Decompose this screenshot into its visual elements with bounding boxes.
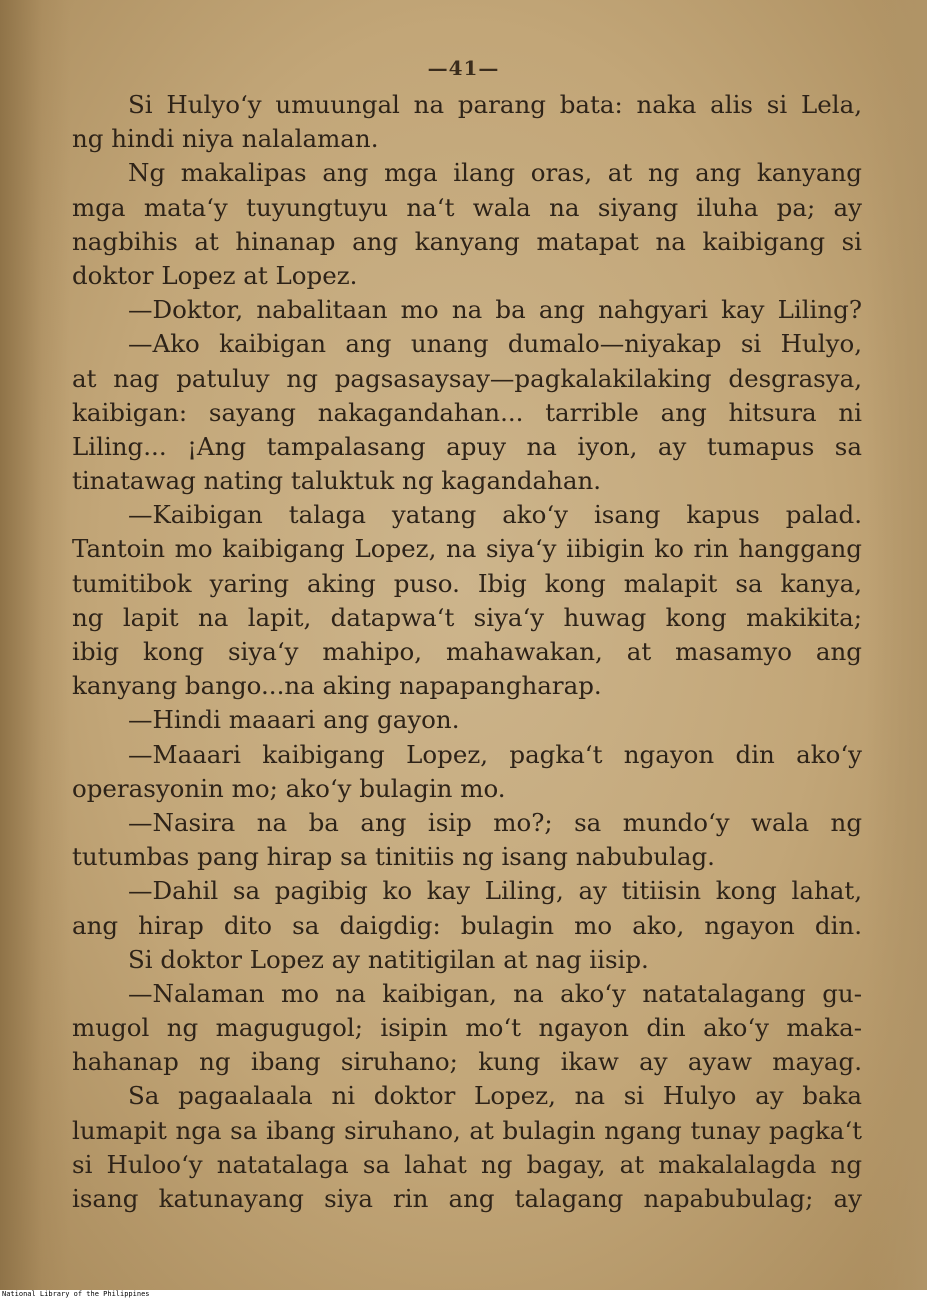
text-line: si Huloo‘y natatalaga sa lahat ng bagay, at makalalagda ng	[72, 1149, 862, 1179]
text-line: hahanap ng ibang siruhano; kung ikaw ay ayaw mayag.	[72, 1047, 862, 1077]
text-line: ng lapit na lapit, datapwa‘t siya‘y huwag kong makikita;	[72, 602, 862, 632]
text-line: doktor Lopez at Lopez.	[72, 260, 358, 290]
text-line: —Doktor, nabalitaan mo na ba ang nahgyari kay Liling?	[128, 295, 862, 325]
text-line: tinatawag nating taluktuk ng kagandahan.	[72, 466, 602, 496]
text-line: Sa pagaalaala ni doktor Lopez, na si Hulyo ay baka	[128, 1081, 862, 1111]
library-credit: National Library of the Philippines	[2, 1290, 150, 1298]
text-line: mga mata‘y tuyungtuyu na‘t wala na siyang iluha pa; ay	[72, 192, 862, 222]
text-line: lumapit nga sa ibang siruhano, at bulagin ngang tunay pagka‘t	[72, 1115, 862, 1145]
text-line: ang hirap dito sa daigdig: bulagin mo ako, ngayon din.	[72, 910, 862, 940]
text-line: Liling... ¡Ang tampalasang apuy na iyon, ay tumapus sa	[72, 431, 862, 461]
text-line: kaibigan: sayang nakagandahan... tarrible ang hitsura ni	[72, 397, 862, 427]
text-line: ng hindi niya nalalaman.	[72, 124, 379, 154]
text-line: —Dahil sa pagibig ko kay Liling, ay titiisin kong lahat,	[128, 876, 862, 906]
text-line: ibig kong siya‘y mahipo, mahawakan, at masamyo ang	[72, 637, 862, 666]
text-line: Si Hulyo‘y umuungal na parang bata: naka alis si Lela,	[128, 90, 862, 119]
text-line: tutumbas pang hirap sa tinitiis ng isang nabubulag.	[72, 842, 715, 872]
text-line: operasyonin mo; ako‘y bulagin mo.	[72, 773, 506, 803]
text-line: mugol ng magugugol; isipin mo‘t ngayon din ako‘y maka-	[72, 1013, 862, 1043]
text-line: —Ako kaibigan ang unang dumalo—niyakap si Hulyo,	[128, 329, 862, 359]
text-line: kanyang bango...na aking napapangharap.	[72, 671, 602, 701]
text-line: —Hindi maaari ang gayon.	[128, 705, 460, 735]
text-line: at nag patuluy ng pagsasaysay—pagkalakilaking desgrasya,	[72, 363, 862, 393]
text-line: nagbihis at hinanap ang kanyang matapat na kaibigang si	[72, 226, 862, 256]
body-text	[72, 88, 862, 1216]
page-number: —41—	[427, 56, 500, 80]
text-line: —Kaibigan talaga yatang ako‘y isang kapus palad.	[128, 500, 862, 530]
text-line: Tantoin mo kaibigang Lopez, na siya‘y iibigin ko rin hanggang	[72, 534, 862, 564]
text-line: isang katunayang siya rin ang talagang napabubulag; ay	[72, 1184, 862, 1213]
text-line: Si doktor Lopez ay natitigilan at nag iisip.	[128, 944, 649, 974]
text-line: tumitibok yaring aking puso. Ibig kong malapit sa kanya,	[72, 568, 862, 598]
text-line: —Maaari kaibigang Lopez, pagka‘t ngayon din ako‘y	[128, 739, 862, 769]
text-line: —Nalaman mo na kaibigan, na ako‘y natatalagang gu-	[128, 978, 862, 1008]
text-line: Ng makalipas ang mga ilang oras, at ng ang kanyang	[128, 158, 862, 188]
text-line: —Nasira na ba ang isip mo?; sa mundo‘y wala ng	[128, 807, 862, 837]
